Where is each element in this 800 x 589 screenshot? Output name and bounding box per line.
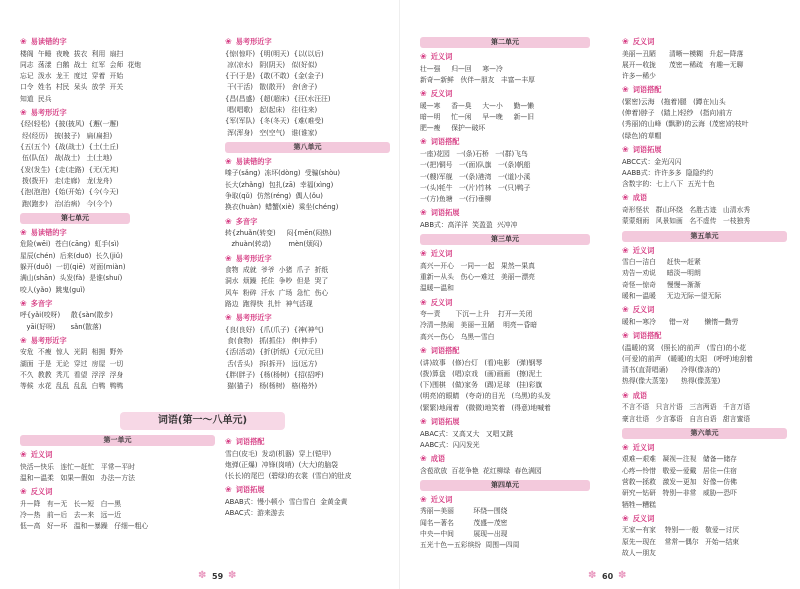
text-row: 跑(跑步) 治(治病) 今(今个) <box>20 199 113 208</box>
flower-icon: ❀ <box>420 297 427 307</box>
text-row: 低—高 好—坏 温和—暴躁 仔细—粗心 <box>20 522 149 531</box>
flower-icon: ❀ <box>420 208 427 218</box>
page-number: 59 <box>212 572 224 581</box>
section-heading <box>622 442 787 454</box>
unit-header: 第二单元 <box>420 37 590 48</box>
flower-icon: ❀ <box>225 37 232 46</box>
text-row: ABAB式：慢小顿小 雪白雪白 金黄金黄 <box>225 497 348 506</box>
palm-icon: ✽ <box>228 570 237 581</box>
flower-icon: ❀ <box>420 417 427 427</box>
section-heading <box>420 345 590 357</box>
text-row: 牺牲—糟糕 <box>622 500 656 509</box>
text-row: ABCC式：金光闪闪 <box>622 157 682 166</box>
flower-icon: ❀ <box>225 485 232 495</box>
section-heading <box>20 298 130 310</box>
flower-icon: ❀ <box>420 137 427 147</box>
section-label: 词语搭配 <box>430 137 460 147</box>
page-60 <box>400 0 800 589</box>
section-label: 易读错的字 <box>30 37 67 46</box>
section-heading <box>20 449 215 461</box>
section-label: 易考形近字 <box>30 335 67 345</box>
text-row: (讲)故事 (修)台灯 (看)电影 (弹)钢琴 <box>420 358 543 367</box>
column-3 <box>20 432 215 532</box>
text-row: 闻名—著名 茂盛—茂密 <box>420 518 508 527</box>
unit-header: 第五单元 <box>622 231 787 242</box>
section-label: 词语搭配 <box>632 85 662 95</box>
column-2 <box>225 34 390 393</box>
flower-icon: ❀ <box>225 156 232 166</box>
text-row: 不言不语 只言片语 三言两语 千言万语 <box>622 403 751 412</box>
text-row: 暖—寒 香—臭 大—小 勤—懒 <box>420 101 534 110</box>
text-row: 雪白(皮毛) 发动(机器) 穿上(铠甲) <box>225 449 332 458</box>
section-label: 易读错的字 <box>30 227 67 237</box>
flower-icon: ❀ <box>225 437 232 446</box>
section-heading <box>420 248 590 260</box>
text-row: 食物 成就 爷爷 小猪 爪子 折纸 <box>225 266 329 275</box>
section-heading <box>622 330 787 342</box>
text-row: 一(方)鱼塘 一(行)垂柳 <box>420 195 492 204</box>
text-row: 温暖—温和 <box>420 284 454 293</box>
text-row: 换衣(huàn) 蜡蟹(xiè) 乘坐(chéng) <box>225 203 339 212</box>
section-label: 反义词 <box>632 305 655 315</box>
text-row: AABC式：闪闪发光 <box>420 440 480 449</box>
unit-header: 第一单元 <box>20 435 215 446</box>
column-4 <box>225 434 395 519</box>
section-heading <box>20 36 130 48</box>
text-row: 肥—瘦 保护—破坏 <box>420 124 486 133</box>
text-row: 安危 不瘦 惊人 光阴 相拥 野外 <box>20 348 124 357</box>
text-row: 口令 姓名 村民 呆头 放学 开关 <box>20 83 124 92</box>
text-row: 无家—有家 特别—一般 敬爱—讨厌 <box>622 526 740 535</box>
text-row: 长大(zhǎng) 包扎(zā) 幸福(xìng) <box>225 180 334 189</box>
text-row: 路边 跑得快 扎针 神气活现 <box>225 300 313 309</box>
flower-icon: ❀ <box>420 249 427 259</box>
column-2 <box>622 34 787 559</box>
text-row: 艰难—艰难 凝视—注视 储备—储存 <box>622 455 737 464</box>
text-row: 研究—钻研 特别—非常 威胁—恐吓 <box>622 489 737 498</box>
text-row: 伍(队伍) 战(战士) 土(土地) <box>20 154 113 163</box>
section-label: 反义词 <box>632 513 655 523</box>
text-row: 湖面 于是 无论 穿过 房屋 一切 <box>20 359 124 368</box>
text-row: {于(于是) {敢(不敢) {金(金子) <box>225 72 324 81</box>
text-row: ABAC式：游来游去 <box>225 509 285 518</box>
section-heading <box>420 494 590 506</box>
section-heading <box>622 84 787 96</box>
text-row: 雪白—洁白 赶快—赶紧 <box>622 258 701 267</box>
text-row: (拨)算盘 (唱)京戏 (画)画画 (擦)泥土 <box>420 369 543 378</box>
flower-icon: ❀ <box>622 145 629 155</box>
text-row: 中央—中间 展现—出现 <box>420 530 508 539</box>
text-row: 暖和—寒冷 错—对 懒惰—勤劳 <box>622 317 739 326</box>
text-row: 蒙蒙细雨 风景如画 名不虚传 一枝独秀 <box>622 217 751 226</box>
section-label: 词语搭配 <box>632 331 662 341</box>
section-heading <box>420 416 590 428</box>
flower-icon: ❀ <box>622 245 629 255</box>
flower-icon: ❀ <box>20 227 27 237</box>
text-row: (可爱)的前声 (暖暖)的太阳 (呼呼)地刮着 <box>622 354 753 363</box>
text-row: 转{zhuǎn(转变) 闷{mēn(闷热) <box>225 229 332 238</box>
flower-icon: ❀ <box>20 450 27 459</box>
text-row: 壮—强 归—回 寒—冷 <box>420 64 503 73</box>
section-heading <box>225 484 395 496</box>
section-heading <box>420 207 590 219</box>
text-row: 躲开(duǒ) 一切(qiē) 对面(miàn) <box>20 262 126 271</box>
text-row: 清书(直背唱诵) 冷得(像冻的) <box>622 366 721 375</box>
section-heading <box>622 304 787 316</box>
text-row: {良(良好) {爪(爪子) {神(神气) <box>225 325 324 334</box>
flower-icon: ❀ <box>622 305 629 315</box>
text-row: 拨(拨开) 走(走廊) 龙(龙舟) <box>20 176 113 185</box>
text-row: 故人—朋友 <box>622 548 656 557</box>
section-label: 近义词 <box>632 245 655 255</box>
flower-icon: ❀ <box>20 335 27 345</box>
section-title: 词语(第一～八单元) <box>120 412 285 430</box>
text-row: 忘记 泼水 龙王 度过 穿着 开始 <box>20 72 124 81</box>
section-label: 反义词 <box>30 487 53 497</box>
flower-icon: ❀ <box>420 454 427 464</box>
text-row: 展开—收拢 茂密—稀疏 有趣—无聊 <box>622 60 744 69</box>
text-row: {惊(惊吓) {明(明天) {以(以后) <box>225 49 324 58</box>
text-row: 高兴—开心 一同—一起 果然—果真 <box>420 261 535 270</box>
section-heading <box>420 88 590 100</box>
section-label: 近义词 <box>430 249 453 259</box>
text-row: 一(艘)军舰 一(条)港湾 一(道)小溪 <box>420 172 531 181</box>
section-label: 易考形近字 <box>235 37 272 46</box>
flower-icon: ❀ <box>622 85 629 95</box>
text-row: 热得(像大蒸笼) 热得(像蒸笼) <box>622 377 721 386</box>
text-row: 奇怪—惊奇 慢慢—渐渐 <box>622 280 701 289</box>
text-row: 暖和—温暖 无边无际—望无际 <box>622 291 722 300</box>
text-row: 洞水 烦躁 托住 争吵 但是 哭了 <box>225 277 329 286</box>
section-heading <box>225 216 390 228</box>
text-row: (绿色)的草帽 <box>622 131 662 140</box>
palm-icon: ✽ <box>618 570 627 581</box>
section-heading <box>420 453 590 465</box>
flower-icon: ❀ <box>622 193 629 203</box>
section-label: 词语拓展 <box>430 208 460 218</box>
section-label: 近义词 <box>632 442 655 452</box>
text-row: {五(五个) {战(战士) {土(土丘) <box>20 143 119 152</box>
unit-header: 第八单元 <box>225 142 390 153</box>
text-row: 高兴—伤心 乌黑—雪白 <box>420 332 495 341</box>
section-heading <box>622 513 787 525</box>
text-row: {泡(泡泡) {始(开始) {今(今天) <box>20 188 119 197</box>
flower-icon: ❀ <box>20 37 27 46</box>
flower-icon: ❀ <box>420 52 427 61</box>
text-row: 快活—快乐 连忙—赶忙 平常—平时 <box>20 462 135 471</box>
text-row: 楼阁 午睡 夜晚 拔衣 利用 扇扫 <box>20 49 124 58</box>
text-row: 夸—责 下沉—上升 打开—关闭 <box>420 310 533 319</box>
flower-icon: ❀ <box>622 513 629 523</box>
flower-icon: ❀ <box>622 331 629 341</box>
text-row: ABAC式：又高又大 又唱又跳 <box>420 429 514 438</box>
section-heading <box>225 253 390 265</box>
section-label: 易读错的字 <box>235 156 272 166</box>
section-heading <box>225 312 390 324</box>
text-row: 温和—温柔 如果—假如 办法—方法 <box>20 473 135 482</box>
text-row: 同志 荡漾 白鹅 战士 红军 会师 花炮 <box>20 60 142 69</box>
text-row: (下)围棋 (做)家务 (踢)足球 (挂)彩旗 <box>420 381 543 390</box>
unit-header: 第四单元 <box>420 480 590 491</box>
text-row: 不久 教教 秃兀 看望 浮浮 浮身 <box>20 371 124 380</box>
text-row: 危险(wēi) 苍白(cāng) 虹手(sì) <box>20 240 119 249</box>
text-row: 美丽—丑陋 清晰—模糊 升起—降落 <box>622 49 744 58</box>
flower-icon: ❀ <box>622 390 629 400</box>
section-label: 易考形近字 <box>30 107 67 117</box>
text-row: (秀丽)的山峰 (飘渺)的云海 (茂密)的枝叶 <box>622 120 749 129</box>
text-row: 知道 民兵 <box>20 94 52 103</box>
section-heading <box>420 136 590 148</box>
flower-icon: ❀ <box>225 313 232 323</box>
text-row: 争取(qǔ) 仿然(réng) 偶人(ǒu) <box>225 191 323 200</box>
section-label: 多音字 <box>30 298 53 308</box>
text-row: 嗪子(sǎng) 冻坏(dòng) 受骗(shòu) <box>225 169 341 178</box>
flower-icon: ❀ <box>20 107 27 117</box>
flower-icon: ❀ <box>20 487 27 497</box>
text-row: yāi(好呀) sǎn(散落) <box>20 322 102 331</box>
unit-header: 第六单元 <box>622 428 787 439</box>
section-heading <box>622 192 787 204</box>
text-row: {发(发生) {走(走路) {无(无其) <box>20 165 119 174</box>
column-1 <box>20 34 142 393</box>
section-label: 成语 <box>632 390 648 400</box>
text-row: (繁密)云海 (拖着)腿 (蹲在)山头 <box>622 97 726 106</box>
column-1 <box>420 34 590 552</box>
text-row: 原先—现在 常常—偶尔 开始—结束 <box>622 537 740 546</box>
text-row: 浑(浑身) 空(空气) 谁(谁家) <box>225 128 318 137</box>
flower-icon: ❀ <box>420 494 427 504</box>
section-heading <box>225 436 395 448</box>
flower-icon: ❀ <box>225 253 232 263</box>
text-row: 炮弹(正爆) 冲锋(岗哨) (大大)的脑袋 <box>225 460 338 469</box>
flower-icon: ❀ <box>420 346 427 356</box>
text-row: 心疼—怜惜 敬爱—爱戴 居住—住宿 <box>622 466 737 475</box>
text-row: 一座)花园 一(条)石桥 一(群)飞鸟 <box>420 149 528 158</box>
section-heading <box>20 335 130 347</box>
flower-icon: ❀ <box>225 216 232 226</box>
text-row: 咬人(yǎo) 跳鬼(guǐ) <box>20 285 85 294</box>
section-heading <box>622 245 787 257</box>
section-label: 近义词 <box>30 450 53 459</box>
section-label: 成语 <box>430 454 446 464</box>
section-heading <box>622 36 787 48</box>
text-row: 呼{yǎi(咬呀) 散{sàn(散步) <box>20 311 113 320</box>
text-row: (长长)的尾巴 (碧绿)的衣裳 (雪白)的肚皮 <box>225 472 352 481</box>
section-heading <box>20 107 130 119</box>
section-heading <box>225 36 390 48</box>
text-row: {活(活动) {折(折纸) {元(元旦) <box>225 348 324 357</box>
section-heading <box>622 390 787 402</box>
text-row: {昌(昌盛) {超(超床) {汪(水汪汪) <box>225 94 331 103</box>
text-row: 食(食物) 抓(抓住) 伸(伸手) <box>225 337 318 346</box>
text-row: {军(军队) {冬(冬天) {难(难受) <box>225 117 324 126</box>
text-row: {胖(胖子) {杨(杨树) {招(招呼) <box>225 371 324 380</box>
section-heading <box>20 486 215 498</box>
section-label: 反义词 <box>430 297 453 307</box>
section-label: 近义词 <box>430 494 453 504</box>
section-label: 近义词 <box>430 52 453 61</box>
text-row: (伸着)脖子 (踏上)轻纱 (指向)前方 <box>622 109 733 118</box>
text-row: 升—降 有—无 长—短 白—黑 <box>20 499 122 508</box>
section-label: 反义词 <box>632 37 655 46</box>
text-row: 猫(猫子) 杨(杨树) 格(格外) <box>225 382 318 391</box>
section-label: 词语拓展 <box>632 145 662 155</box>
text-row: 许多—稀少 <box>622 72 656 81</box>
text-row: 干(干活) 散(散开) 舍(舍子) <box>225 83 318 92</box>
text-row: 一(把)铜号 一(面)队旗 一(条)帆船 <box>420 161 531 170</box>
section-label: 易考形近字 <box>235 313 272 323</box>
section-heading <box>420 297 590 309</box>
palm-icon: ✽ <box>588 570 597 581</box>
flower-icon: ❀ <box>622 442 629 452</box>
flower-icon: ❀ <box>420 89 427 99</box>
text-row: 奇形怪状 群山环绕 名胜古迹 山清水秀 <box>622 205 751 214</box>
text-row: 经(经历) 披(披子) 扁(扁担) <box>20 131 113 140</box>
section-heading <box>225 156 390 168</box>
text-row: 冷清—热闹 美丽—丑陋 明亮—昏暗 <box>420 321 538 330</box>
text-row: zhuàn(转动) mèn(烦闷) <box>225 240 323 249</box>
text-row: 风车 粉碎 汗水 广场 急忙 伤心 <box>225 288 329 297</box>
text-row: AABB式：许许多多 隐隐约约 <box>622 168 714 177</box>
section-heading <box>622 144 787 156</box>
text-row: 含苞欲放 百花争艳 花红柳绿 春色满园 <box>420 466 542 475</box>
text-row: 舌(舌头) 拆(拆开) 远(远方) <box>225 359 318 368</box>
flower-icon: ❀ <box>622 37 629 46</box>
section-label: 易考形近字 <box>235 253 272 263</box>
text-row: 一(头)牦牛 一(片)竹林 一(只)鸭子 <box>420 183 531 192</box>
section-heading <box>420 51 590 63</box>
text-row: 秀丽—美丽 环绕—围绕 <box>420 507 508 516</box>
text-row: 星辰(chén) 后来(duō) 长久(jiǔ) <box>20 251 123 260</box>
section-label: 词语拓展 <box>430 417 460 427</box>
text-row: 五光十色—五彩缤纷 周围—四周 <box>420 541 520 550</box>
section-label: 成语 <box>632 193 648 203</box>
section-label: 词语搭配 <box>430 346 460 356</box>
text-row: 凉(凉水) 阴(阴天) 似(好似) <box>225 60 318 69</box>
section-heading <box>20 227 130 239</box>
text-row: 含数字的：七上八下 五光十色 <box>622 180 715 189</box>
palm-icon: ✽ <box>198 570 207 581</box>
text-row: 等候 水花 乱乱 乱乱 白鸭 鸭鸭 <box>20 382 124 391</box>
section-label: 词语拓展 <box>235 485 265 495</box>
text-row: (温暖)的窝 (照长)的前声 (雪白)的小花 <box>622 343 747 352</box>
text-row: 新奇—新鲜 伙伴—朋友 丰富—丰厚 <box>420 75 535 84</box>
text-row: 唱(唱歌) 起(起床) 往(往来) <box>225 105 318 114</box>
text-row: (明亮)的眼睛 (夸奇)的目光 (乌黑)的头发 <box>420 392 551 401</box>
text-row: {经(轻松) {披(披风) {邂(一邂) <box>20 120 119 129</box>
text-row: 豪言壮语 少言寡语 自言自语 甜言蜜语 <box>622 414 751 423</box>
text-row: ABB式：高洋洋 笑盈盈 兴冲冲 <box>420 220 518 229</box>
text-row: 暗—明 忙—闲 早—晚 新—旧 <box>420 112 534 121</box>
section-label: 多音字 <box>235 216 258 226</box>
text-row: 重新—从头 伤心—难过 美丽—漂亮 <box>420 273 535 282</box>
flower-icon: ❀ <box>20 298 27 308</box>
text-row: (繁繁)地闹着 (微微)地笑着 (得意)地喊着 <box>420 403 551 412</box>
text-row: 营救—拯救 激发—更加 好像—仿佛 <box>622 477 737 486</box>
section-label: 反义词 <box>430 89 453 99</box>
section-label: 词语搭配 <box>235 437 265 446</box>
unit-header: 第三单元 <box>420 234 590 245</box>
text-row: 劝告—劝说 暗淡—明朗 <box>622 269 701 278</box>
text-row: 满山(shān) 头发(fà) 是谁(shuí) <box>20 274 123 283</box>
unit-header: 第七单元 <box>20 213 130 224</box>
page-number: 60 <box>602 572 614 581</box>
text-row: 冷—热 前—后 去—来 远—近 <box>20 510 122 519</box>
